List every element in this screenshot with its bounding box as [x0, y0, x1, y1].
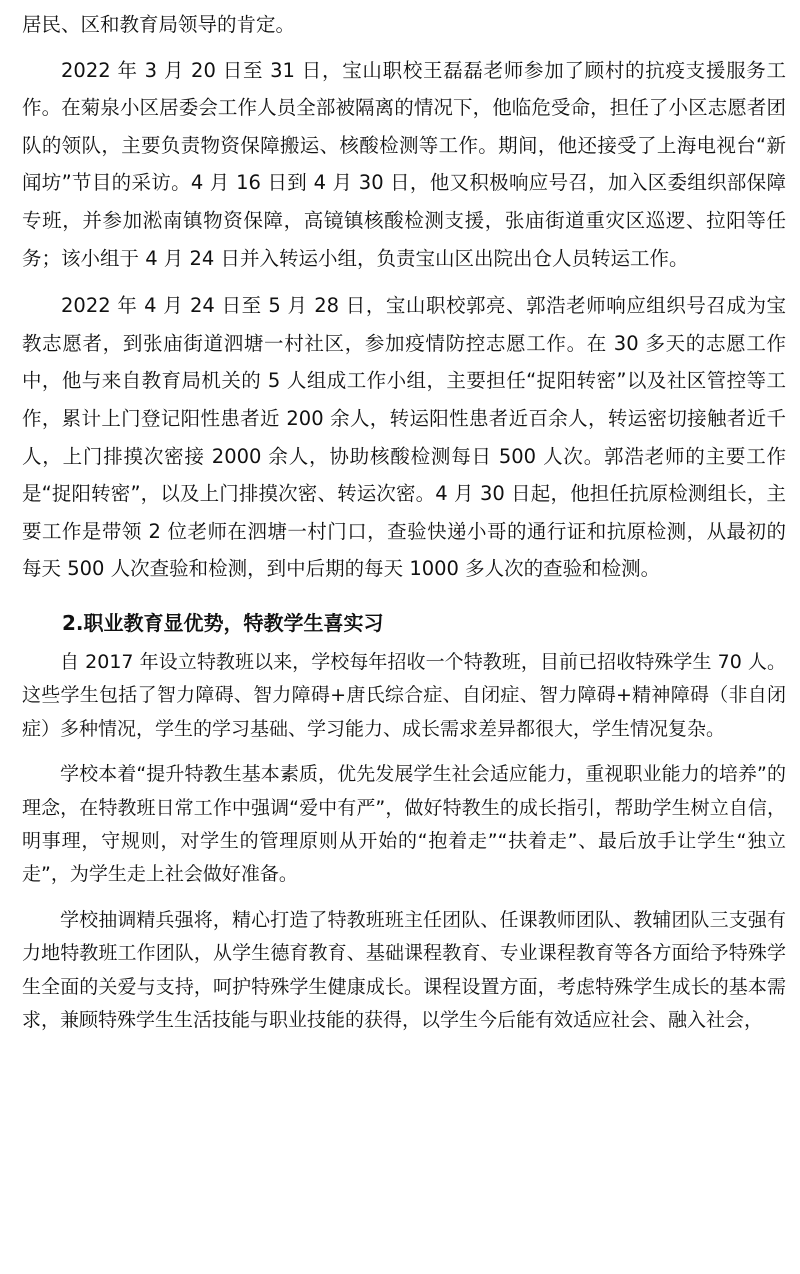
paragraph-special-class: 自 2017 年设立特教班以来，学校每年招收一个特教班，目前已招收特殊学生 70 人。这些学生包括了智力障碍、智力障碍+唐氏综合症、自闭症、智力障碍+精神障碍（非自闭症）多种情况，学生的学习基础、学习能力、成长需求差异都很大，学生情况复杂。 [22, 650, 786, 740]
paragraph-teaching-teams: 学校抽调精兵强将，精心打造了特教班班主任团队、任课教师团队、教辅团队三支强有力地特教班工作团队，从学生德育教育、基础课程教育、专业课程教育等各方面给予特殊学生全面的关爱与支持，呵护特殊学生健康成长。课程设置方面，考虑特殊学生成长的基本需求，兼顾特殊学生生活技能与职业技能的获得，以学生今后能有效适应社会、融入社会， [22, 908, 786, 1031]
paragraph-continuation: 居民、区和教育局领导的肯定。 [22, 13, 296, 36]
paragraph-wang-leilei: 2022 年 3 月 20 日至 31 日，宝山职校王磊磊老师参加了顾村的抗疫支援服务工作。在菊泉小区居委会工作人员全部被隔离的情况下，他临危受命，担任了小区志愿者团队的领队，主要负责物资保障搬运、核酸检测等工作。期间，他还接受了上海电视台“新闻坊”节目的采访。4 月 16 日到 4 月 30 日，他又积极响应号召，加入区委组织部保障专班，并参加淞南镇物资保障，高镜镇核酸检测支援，张庙街道重灾区巡逻、拉阳等任务；该小组于 4 月 24 日并入转运小组，负责宝山区出院出仓人员转运工作。 [22, 58, 786, 270]
section-heading: 2.职业教育显优势，特教学生喜实习 [62, 610, 384, 635]
paragraph-guo-volunteers: 2022 年 4 月 24 日至 5 月 28 日，宝山职校郭亮、郭浩老师响应组织号召成为宝教志愿者，到张庙街道泗塘一村社区，参加疫情防控志愿工作。在 30 多天的志愿工作中，他与来自教育局机关的 5 人组成工作小组，主要担任“捉阳转密”以及社区管控等工作，累计上门登记阳性患者近 200 余人，转运阳性患者近百余人，转运密切接触者近千人，上门排摸次密接 2000 余人，协助核酸检测每日 500 人次。郭浩老师的主要工作是“捉阳转密”，以及上门排摸次密、转运次密。4 月 30 日起，他担任抗原检测组长，主要工作是带领 2 位老师在泗塘一村门口，查验快递小哥的通行证和抗原检测，从最初的每天 500 人次查验和检测，到中后期的每天 1000 多人次的查验和检测。 [22, 294, 786, 581]
paragraph-school-philosophy: 学校本着“提升特教生基本素质，优先发展学生社会适应能力，重视职业能力的培养”的理念，在特教班日常工作中强调“爱中有严”，做好特教生的成长指引，帮助学生树立自信，明事理，守规则，对学生的管理原则从开始的“抱着走”“扶着走”、最后放手让学生“独立走”，为学生走上社会做好准备。 [22, 763, 786, 886]
